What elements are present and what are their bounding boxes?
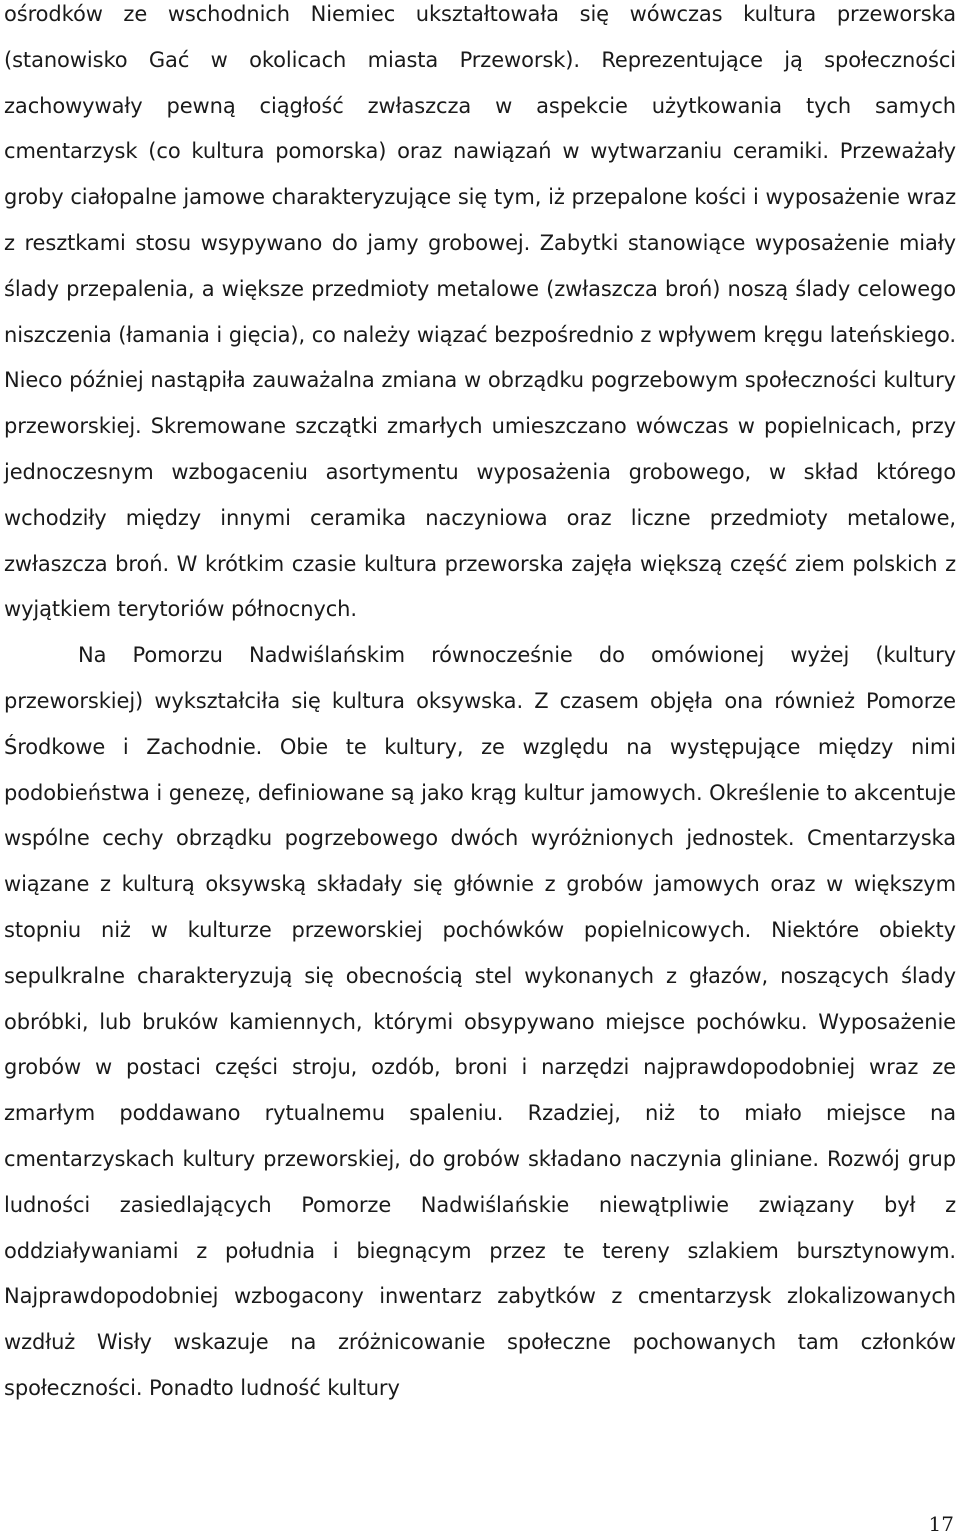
page-number: 17 — [928, 1512, 954, 1536]
document-page — [4, 0, 956, 1412]
paragraph-oksywie-culture: Na Pomorzu Nadwiślańskim równocześnie do omówionej wyżej (kultury przeworskiej) wykształciła się kultura oksywska. Z czasem objęła ona również Pomorze Środkowe i Zachodnie. Obie te kultury, ze względu na występujące między nimi podobieństwa i genezę, definiowane są jako krąg kultur jamowych. Określenie to akcentuje wspólne cechy obrządku pogrzebowego dwóch wyróżnionych jednostek. Cmentarzyska wiązane z kulturą oksywską składały się głównie z grobów jamowych oraz w większym stopniu niż w kulturze przeworskiej pochówków popielnicowych. Niektóre obiekty sepulkralne charakteryzują się obecnością stel wykonanych z głazów, noszących ślady obróbki, lub bruków kamiennych, którymi obsypywano miejsce pochówku. Wyposażenie grobów w postaci części stroju, ozdób, broni i narzędzi najprawdopodobniej wraz ze zmarłym poddawano rytualnemu spaleniu. Rzadziej, niż to miało miejsce na cmentarzyskach kultury przeworskiej, do grobów składano naczynia gliniane. Rozwój grup ludności zasiedlających Pomorze Nadwiślańskie niewątpliwie związany był z oddziaływaniami z południa i biegnącym przez te tereny szlakiem bursztynowym. Najprawdopodobniej wzbogacony inwentarz zabytków z cmentarzysk zlokalizowanych wzdłuż Wisły wskazuje na zróżnicowanie społeczne pochowanych tam członków społeczności. Ponadto ludność kultury — [4, 643, 956, 1400]
paragraph-przeworsk-culture: ośrodków ze wschodnich Niemiec ukształtowała się wówczas kultura przeworska (stanowisko Gać w okolicach miasta Przeworsk). Reprezentujące ją społeczności zachowywały pewną ciągłość zwłaszcza w aspekcie użytkowania tych samych cmentarzysk (co kultura pomorska) oraz nawiązań w wytwarzaniu ceramiki. Przeważały groby ciałopalne jamowe charakteryzujące się tym, iż przepalone kości i wyposażenie wraz z resztkami stosu wsypywano do jamy grobowej. Zabytki stanowiące wyposażenie miały ślady przepalenia, a większe przedmioty metalowe (zwłaszcza broń) noszą ślady celowego niszczenia (łamania i gięcia), co należy wiązać bezpośrednio z wpływem kręgu lateńskiego. Nieco później nastąpiła zauważalna zmiana w obrządku pogrzebowym społeczności kultury przeworskiej. Skremowane szczątki zmarłych umieszczano wówczas w popielnicach, przy jednoczesnym wzbogaceniu asortymentu wyposażenia grobowego, w skład którego wchodziły między innymi ceramika naczyniowa oraz liczne przedmioty metalowe, zwłaszcza broń. W krótkim czasie kultura przeworska zajęła większą część ziem polskich z wyjątkiem terytoriów północnych. — [4, 2, 956, 622]
